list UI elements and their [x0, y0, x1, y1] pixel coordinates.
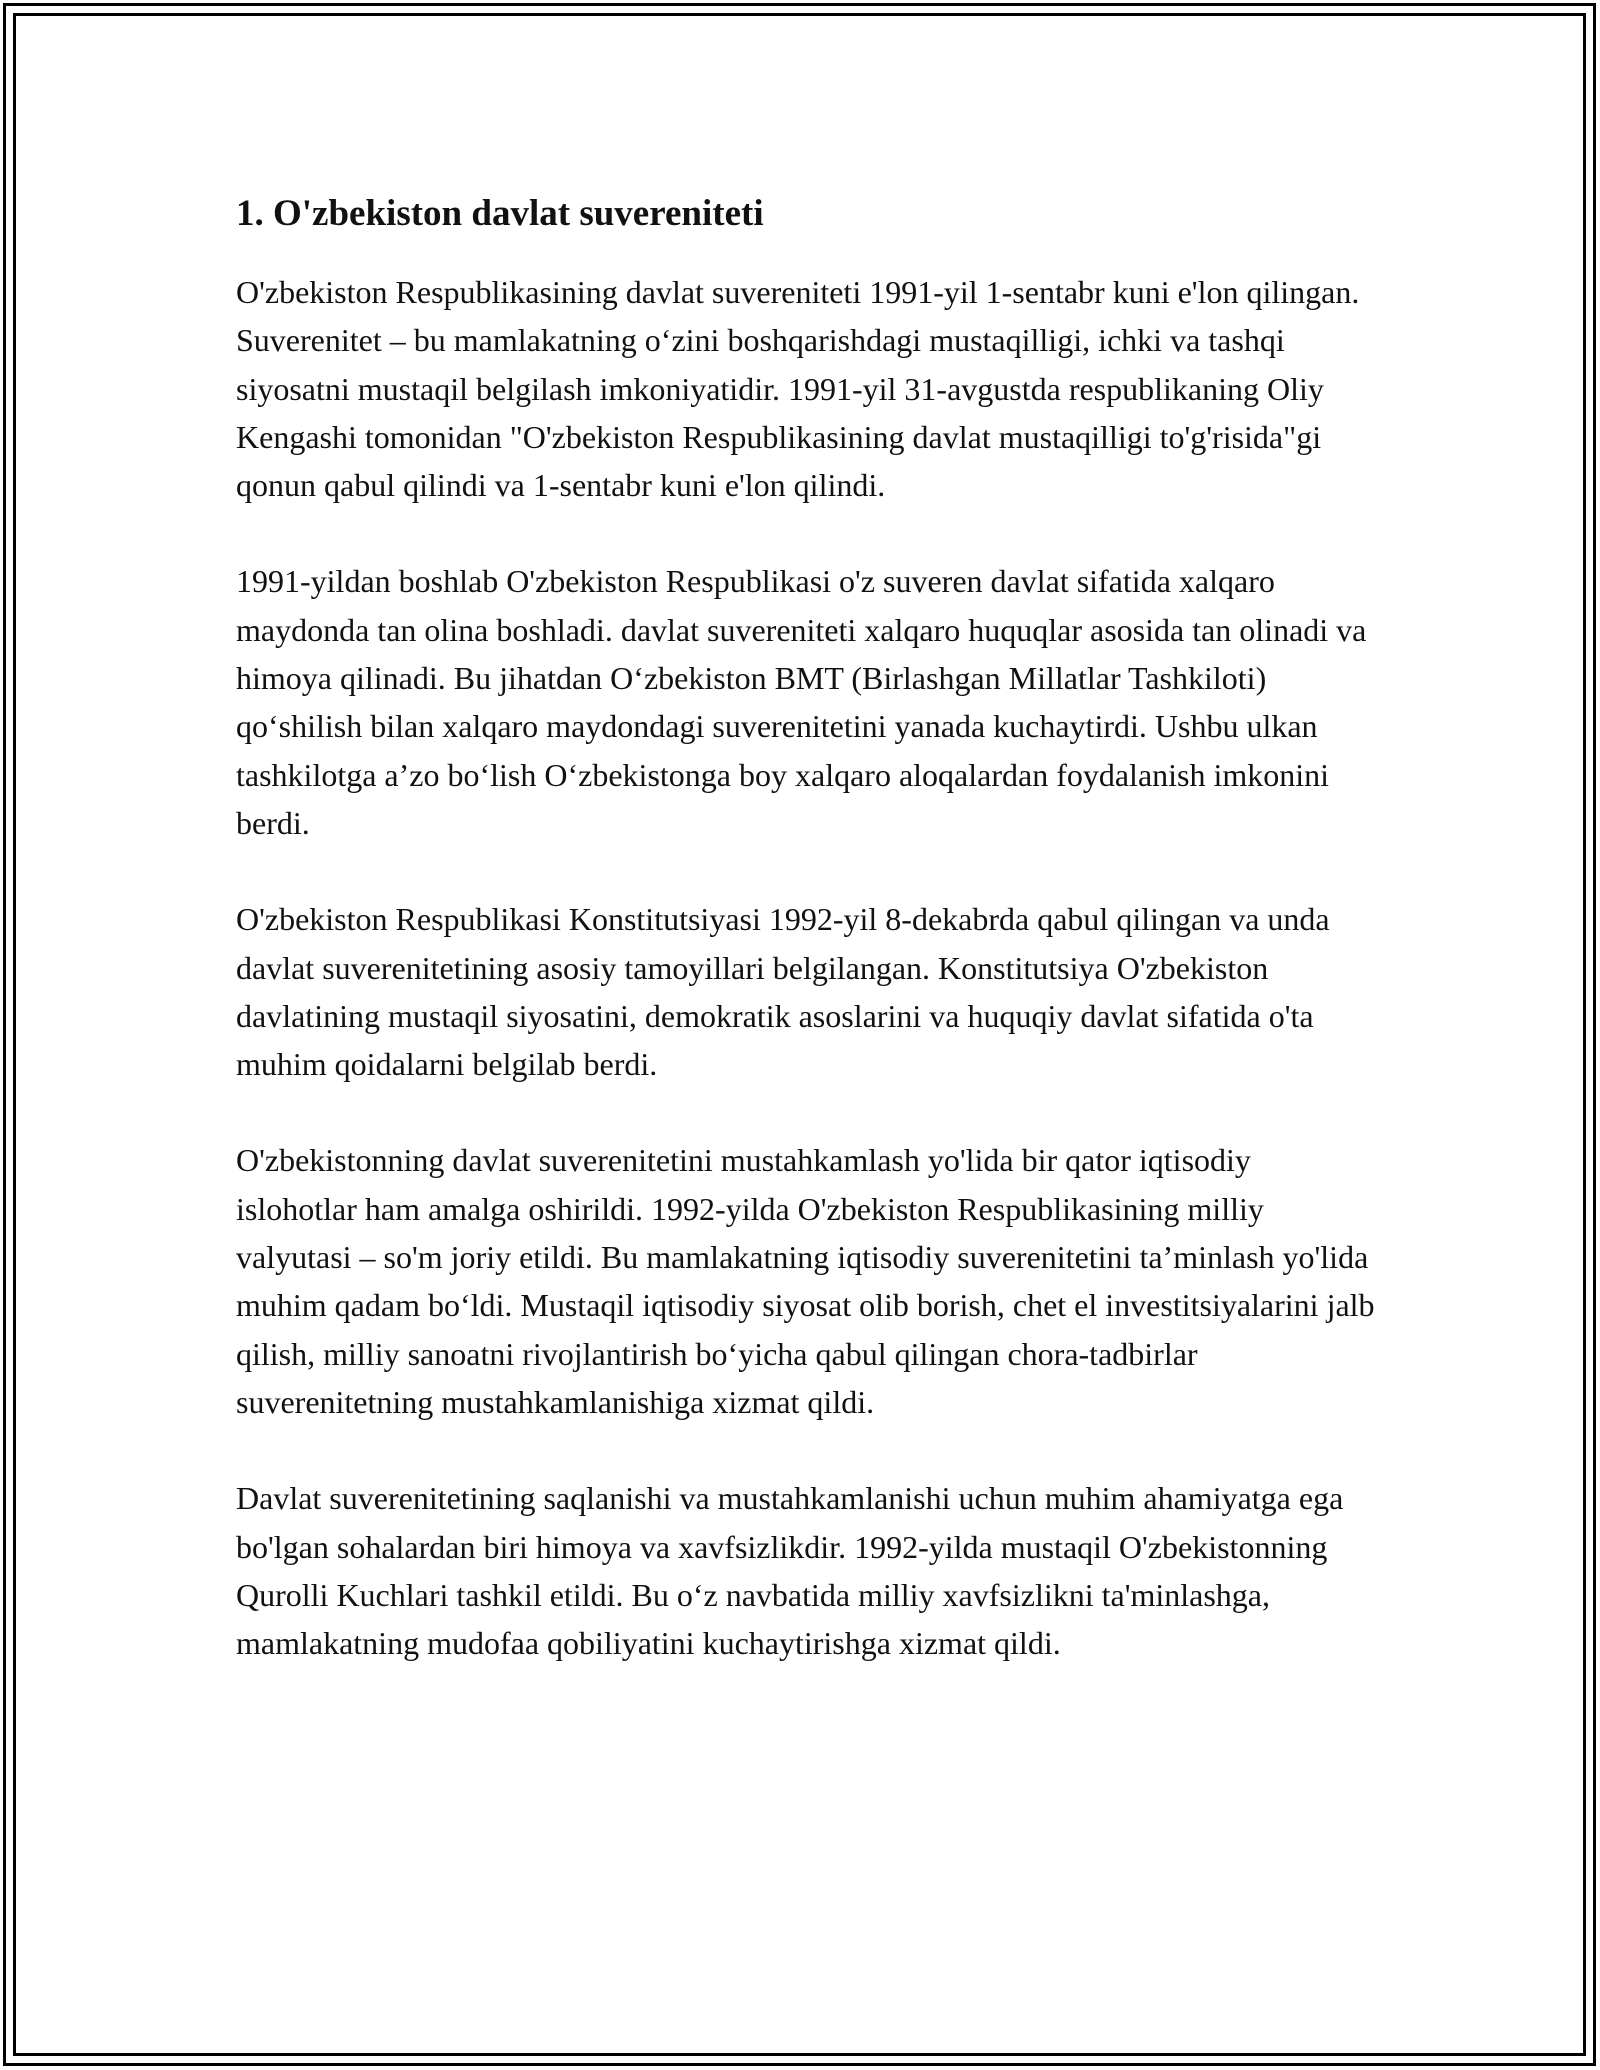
section-heading: 1. O'zbekiston davlat suvereniteti	[236, 193, 764, 234]
paragraph-2: 1991-yildan boshlab O'zbekiston Respublikasi o'z suveren davlat sifatida xalqaro maydonda tan olina boshladi. davlat suvereniteti xalqaro huquqlar asosida tan olinadi va himoya qilinadi. Bu jihatdan O‘zbekiston BMT (Birlashgan Millatlar Tashkiloti) qo‘shilish bilan xalqaro maydondagi suverenitetini yanada kuchaytirdi. Ushbu ulkan tashkilotga a’zo bo‘lish O‘zbekistonga boy xalqaro aloqalardan foydalanish imkonini berdi.	[236, 563, 1367, 841]
paragraph-5: Davlat suverenitetining saqlanishi va mustahkamlanishi uchun muhim ahamiyatga ega bo'lgan sohalardan biri himoya va xavfsizlikdir. 1992-yilda mustaqil O'zbekistonning Qurolli Kuchlari tashkil etildi. Bu o‘z navbatida milliy xavfsizlikni ta'minlashga, mamlakatning mudofaa qobiliyatini kuchaytirishga xizmat qildi.	[236, 1480, 1344, 1662]
paragraph-3: O'zbekiston Respublikasi Konstitutsiyasi 1992-yil 8-dekabrda qabul qilingan va unda davlat suverenitetining asosiy tamoyillari belgilangan. Konstitutsiya O'zbekiston davlatining mustaqil siyosatini, demokratik asoslarini va huquqiy davlat sifatida o'ta muhim qoidalarni belgilab berdi.	[236, 901, 1330, 1083]
paragraph-1: O'zbekiston Respublikasining davlat suvereniteti 1991-yil 1-sentabr kuni e'lon qilingan. Suverenitet – bu mamlakatning o‘zini boshqarishdagi mustaqilligi, ichki va tashqi siyosatni mustaqil belgilash imkoniyatidir. 1991-yil 31-avgustda respublikaning Oliy Kengashi tomonidan "O'zbekiston Respublikasining davlat mustaqilligi to'g'risida"gi qonun qabul qilindi va 1-sentabr kuni e'lon qilindi.	[236, 274, 1360, 504]
document-body	[236, 186, 1376, 1715]
paragraph-4: O'zbekistonning davlat suverenitetini mustahkamlash yo'lida bir qator iqtisodiy islohotlar ham amalga oshirildi. 1992-yilda O'zbekiston Respublikasining milliy valyutasi – so'm joriy etildi. Bu mamlakatning iqtisodiy suverenitetini ta’minlash yo'lida muhim qadam bo‘ldi. Mustaqil iqtisodiy siyosat olib borish, chet el investitsiyalarini jalb qilish, milliy sanoatni rivojlantirish bo‘yicha qabul qilingan chora-tadbirlar suverenitetning mustahkamlanishiga xizmat qildi.	[236, 1142, 1375, 1420]
